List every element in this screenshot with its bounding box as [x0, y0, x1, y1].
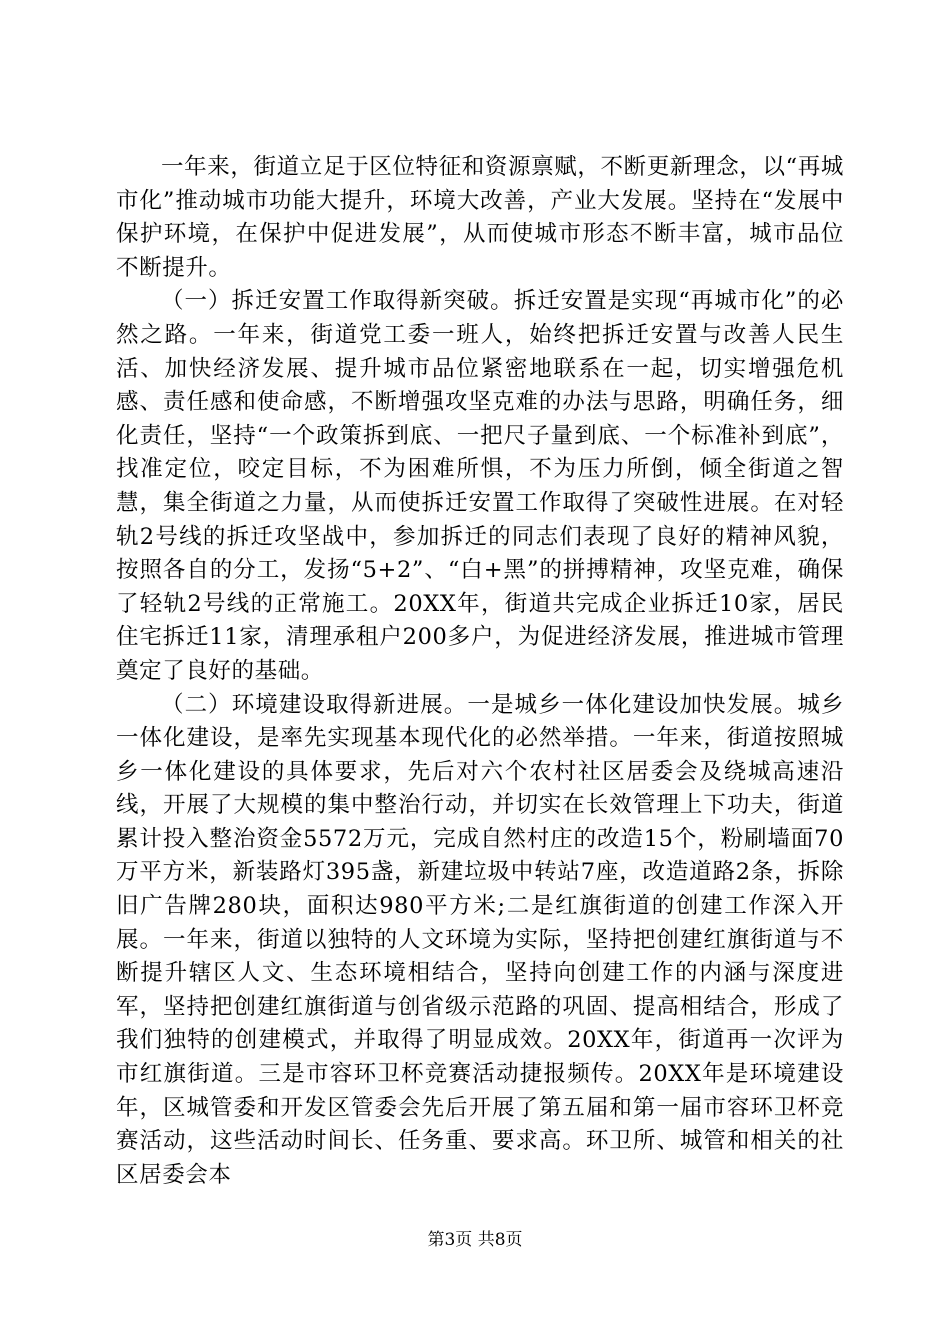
paragraph-demolition: （一）拆迁安置工作取得新突破。拆迁安置是实现“再城市化”的必然之路。一年来，街道党工委一班人，始终把拆迁安置与改善人民生活、加快经济发展、提升城市品位紧密地联系在一起，切实增强危机感、责任感和使命感，不断增强攻坚克难的办法与思路，明确任务，细化责任，坚持“一个政策拆到底、一把尺子量到底、一个标准补到底”，找准定位，咬定目标，不为困难所惧，不为压力所倒，倾全街道之智慧，集全街道之力量，从而使拆迁安置工作取得了突破性进展。在对轻轨2号线的拆迁攻坚战中，参加拆迁的同志们表现了良好的精神风貌，按照各自的分工，发扬“5+2”、“白+黑”的拼搏精神，攻坚克难，确保了轻轨2号线的正常施工。20XX年，街道共完成企业拆迁10家，居民住宅拆迁11家，清理承租户200多户，为促进经济发展，推进城市管理奠定了良好的基础。 [116, 288, 844, 684]
paragraph-intro: 一年来，街道立足于区位特征和资源禀赋，不断更新理念，以“再城市化”推动城市功能大提升，环境大改善，产业大发展。坚持在“发展中保护环境，在保护中促进发展”，从而使城市形态不断丰富，城市品位不断提升。 [116, 154, 844, 281]
document-body [116, 151, 844, 1192]
paragraph-environment: （二）环境建设取得新进展。一是城乡一体化建设加快发展。城乡一体化建设，是率先实现基本现代化的必然举措。一年来，街道按照城乡一体化建设的具体要求，先后对六个农村社区居委会及绕城高速沿线，开展了大规模的集中整治行动，并切实在长效管理上下功夫，街道累计投入整治资金5572万元，完成自然村庄的改造15个，粉刷墙面70万平方米，新装路灯395盏，新建垃圾中转站7座，改造道路2条，拆除旧广告牌280块，面积达980平方米;二是红旗街道的创建工作深入开展。一年来，街道以独特的人文环境为实际，坚持把创建红旗街道与不断提升辖区人文、生态环境相结合，坚持向创建工作的内涵与深度进军，坚持把创建红旗街道与创省级示范路的巩固、提高相结合，形成了我们独特的创建模式，并取得了明显成效。20XX年，街道再一次评为市红旗街道。三是市容环卫杯竞赛活动捷报频传。20XX年是环境建设年，区城管委和开发区管委会先后开展了第五届和第一届市容环卫杯竞赛活动，这些活动时间长、任务重、要求高。环卫所、城管和相关的社区居委会本 [116, 691, 844, 1188]
page-number-footer: 第3页 共8页 [427, 1230, 523, 1250]
